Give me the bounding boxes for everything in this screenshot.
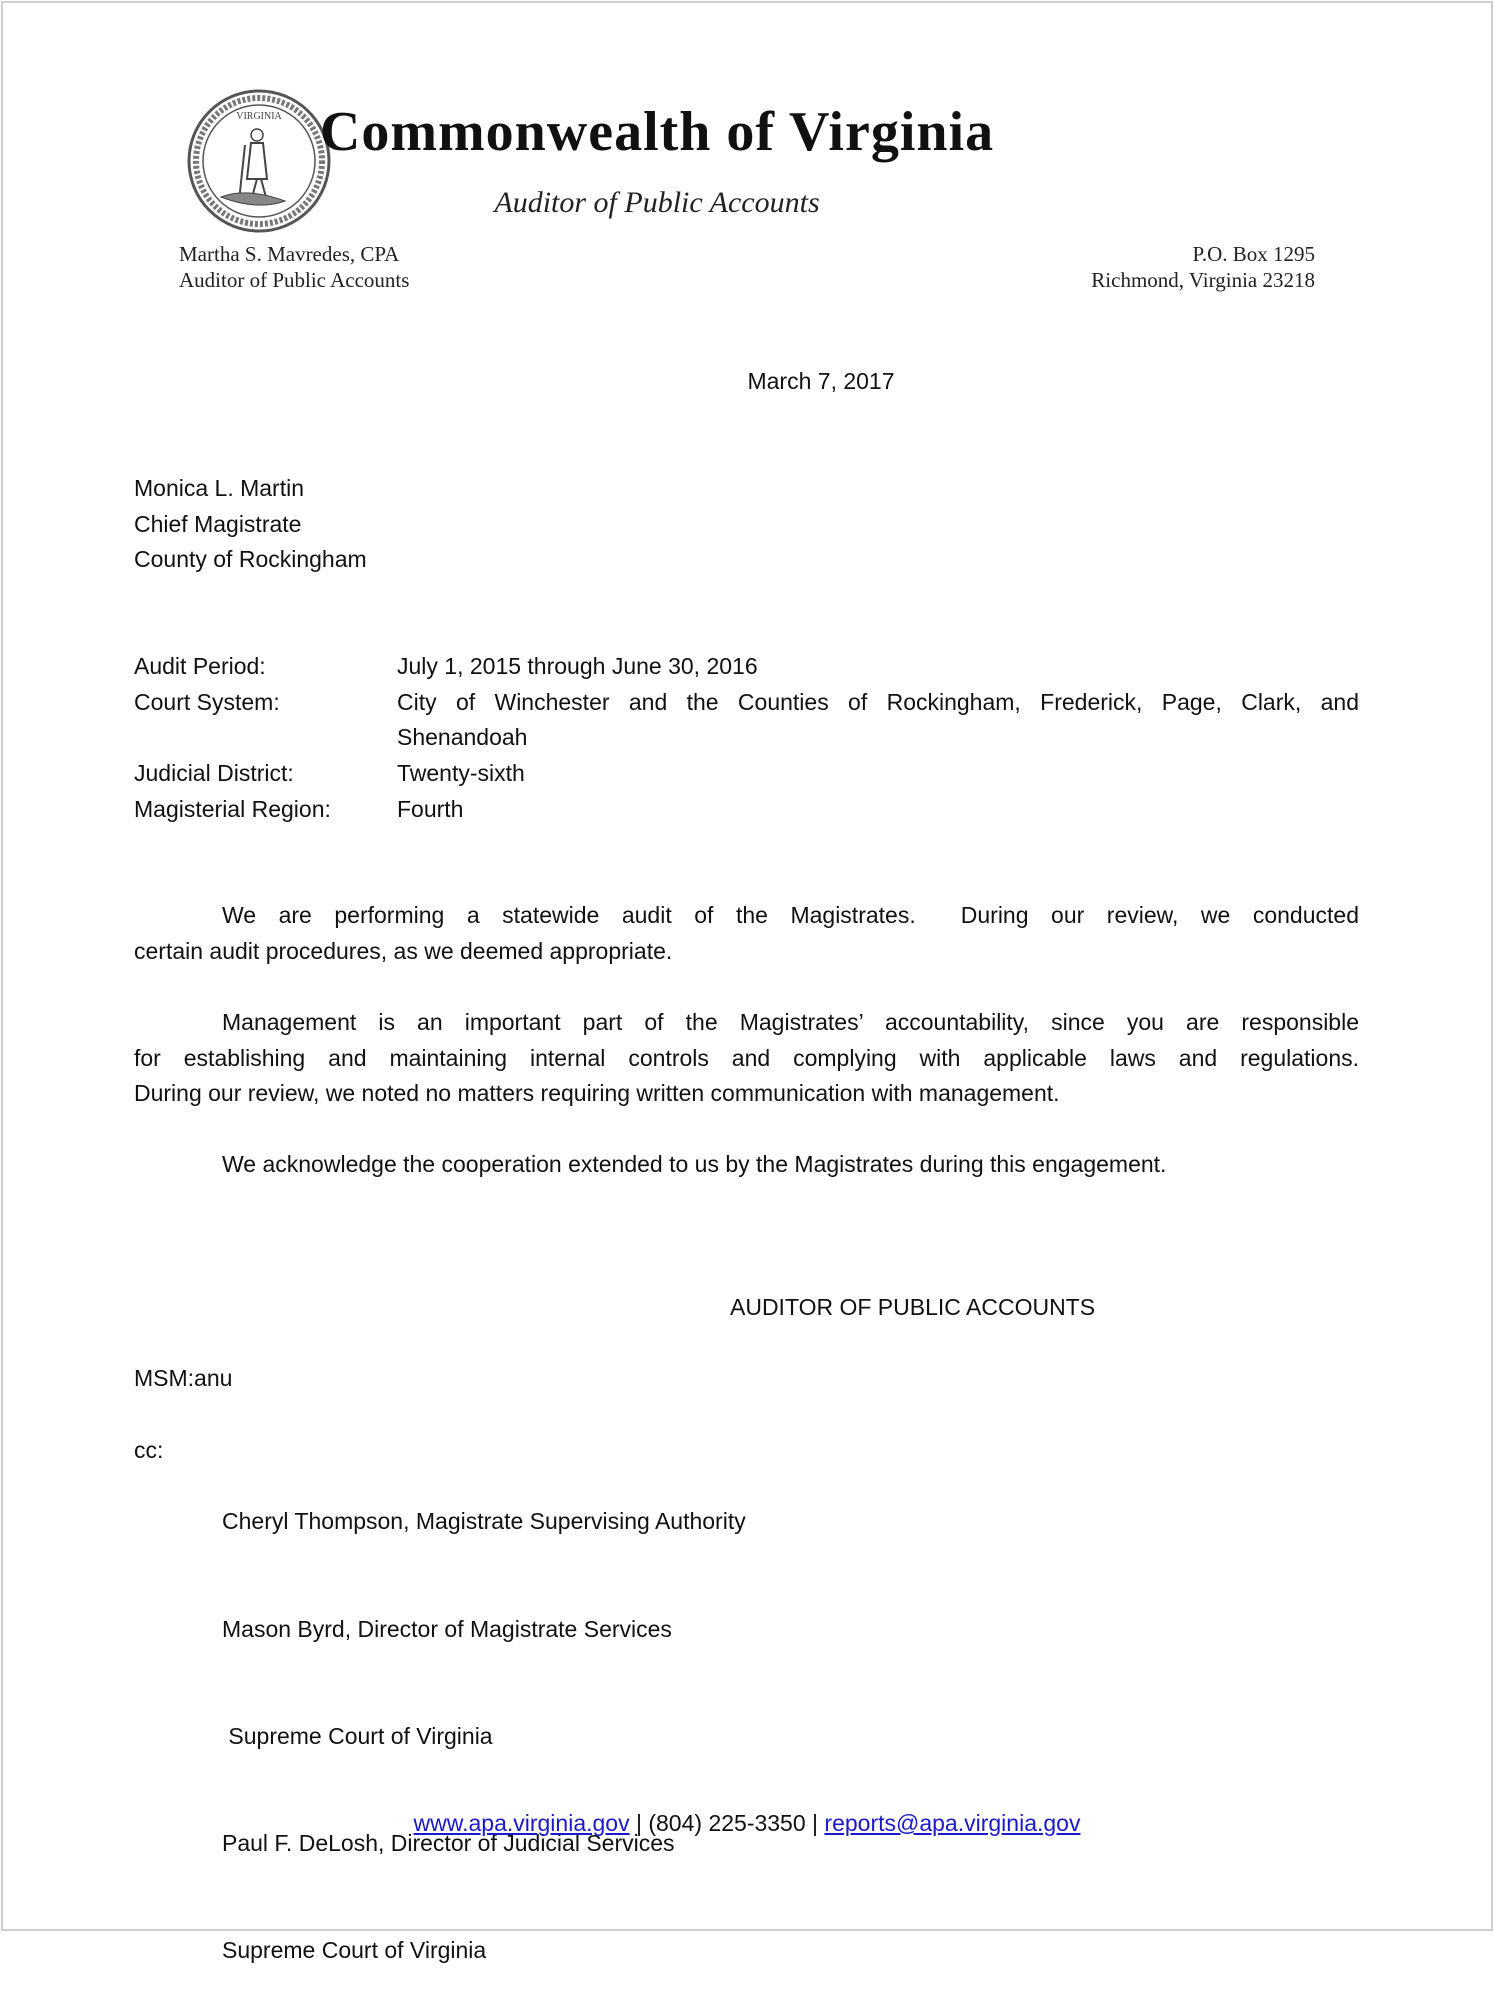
paragraph-line: We are performing a statewide audit of the Magistrates. During our review, we conducted bbox=[222, 902, 1359, 928]
auditor-title: Auditor of Public Accounts bbox=[179, 268, 410, 292]
recipient-block bbox=[134, 471, 367, 578]
cc-line: Paul F. DeLosh, Director of Judicial Services bbox=[222, 1829, 675, 1856]
city-state-zip: Richmond, Virginia 23218 bbox=[1091, 268, 1315, 292]
detail-value: July 1, 2015 through June 30, 2016 bbox=[397, 653, 758, 679]
letterhead-subtitle: Auditor of Public Accounts bbox=[494, 186, 820, 219]
cc-list bbox=[222, 1433, 746, 2004]
email-link[interactable]: reports@apa.virginia.gov bbox=[824, 1810, 1081, 1836]
website-link[interactable]: www.apa.virginia.gov bbox=[413, 1810, 630, 1836]
cc-line: Mason Byrd, Director of Magistrate Services bbox=[222, 1615, 672, 1642]
audit-details bbox=[134, 649, 1359, 828]
cc-line: Supreme Court of Virginia bbox=[222, 1722, 493, 1749]
cc-line: Supreme Court of Virginia bbox=[222, 1936, 487, 1963]
paragraph-1 bbox=[134, 898, 1359, 969]
detail-value: Fourth bbox=[397, 795, 464, 822]
detail-judicial-district bbox=[134, 756, 1359, 792]
recipient-title: Chief Magistrate bbox=[134, 510, 302, 537]
footer bbox=[0, 1806, 1494, 1842]
detail-label: Magisterial Region: bbox=[134, 795, 331, 822]
paragraph-line: certain audit procedures, as we deemed appropriate. bbox=[134, 937, 673, 964]
paragraph-line: Management is an important part of the Magistrates’ accountability, since you are responsible bbox=[222, 1009, 1359, 1035]
detail-value-line: City of Winchester and the Counties of Rockingham, Frederick, Page, Clark, and bbox=[397, 688, 1359, 715]
paragraph-3: We acknowledge the cooperation extended to us by the Magistrates during this engagement. bbox=[222, 1151, 1167, 1177]
detail-court-system bbox=[134, 685, 1359, 756]
office-address bbox=[1091, 241, 1315, 293]
detail-value-line: Shenandoah bbox=[397, 724, 528, 751]
detail-label: Audit Period: bbox=[134, 653, 266, 679]
auditor-name: Martha S. Mavredes, CPA bbox=[179, 242, 400, 266]
recipient-name: Monica L. Martin bbox=[134, 475, 305, 501]
detail-value bbox=[397, 685, 1359, 756]
detail-label: Court System: bbox=[134, 688, 280, 715]
detail-label: Judicial District: bbox=[134, 760, 294, 787]
detail-magisterial-region bbox=[134, 792, 1359, 828]
signature-block: AUDITOR OF PUBLIC ACCOUNTS bbox=[730, 1294, 1096, 1320]
detail-value: Twenty-sixth bbox=[397, 760, 525, 787]
paragraph-2 bbox=[134, 1005, 1359, 1112]
svg-text:VIRGINIA: VIRGINIA bbox=[236, 111, 282, 122]
cc-label: cc: bbox=[134, 1437, 164, 1463]
cc-line: Cheryl Thompson, Magistrate Supervising Authority bbox=[222, 1508, 746, 1535]
letter-date: March 7, 2017 bbox=[747, 368, 895, 394]
recipient-county: County of Rockingham bbox=[134, 546, 367, 573]
footer-separator: | bbox=[629, 1810, 649, 1836]
paragraph-line: for establishing and maintaining internal controls and complying with applicable laws and regulations. bbox=[134, 1044, 1359, 1071]
footer-separator: | bbox=[805, 1810, 825, 1836]
initials: MSM:anu bbox=[134, 1365, 233, 1391]
po-box: P.O. Box 1295 bbox=[1192, 242, 1315, 266]
phone-number: (804) 225-3350 bbox=[648, 1810, 806, 1836]
auditor-address bbox=[179, 241, 409, 293]
paragraph-line: During our review, we noted no matters requiring written communication with management. bbox=[134, 1080, 1060, 1107]
letterhead-title: Commonwealth of Virginia bbox=[319, 101, 995, 163]
detail-audit-period bbox=[134, 649, 1359, 685]
